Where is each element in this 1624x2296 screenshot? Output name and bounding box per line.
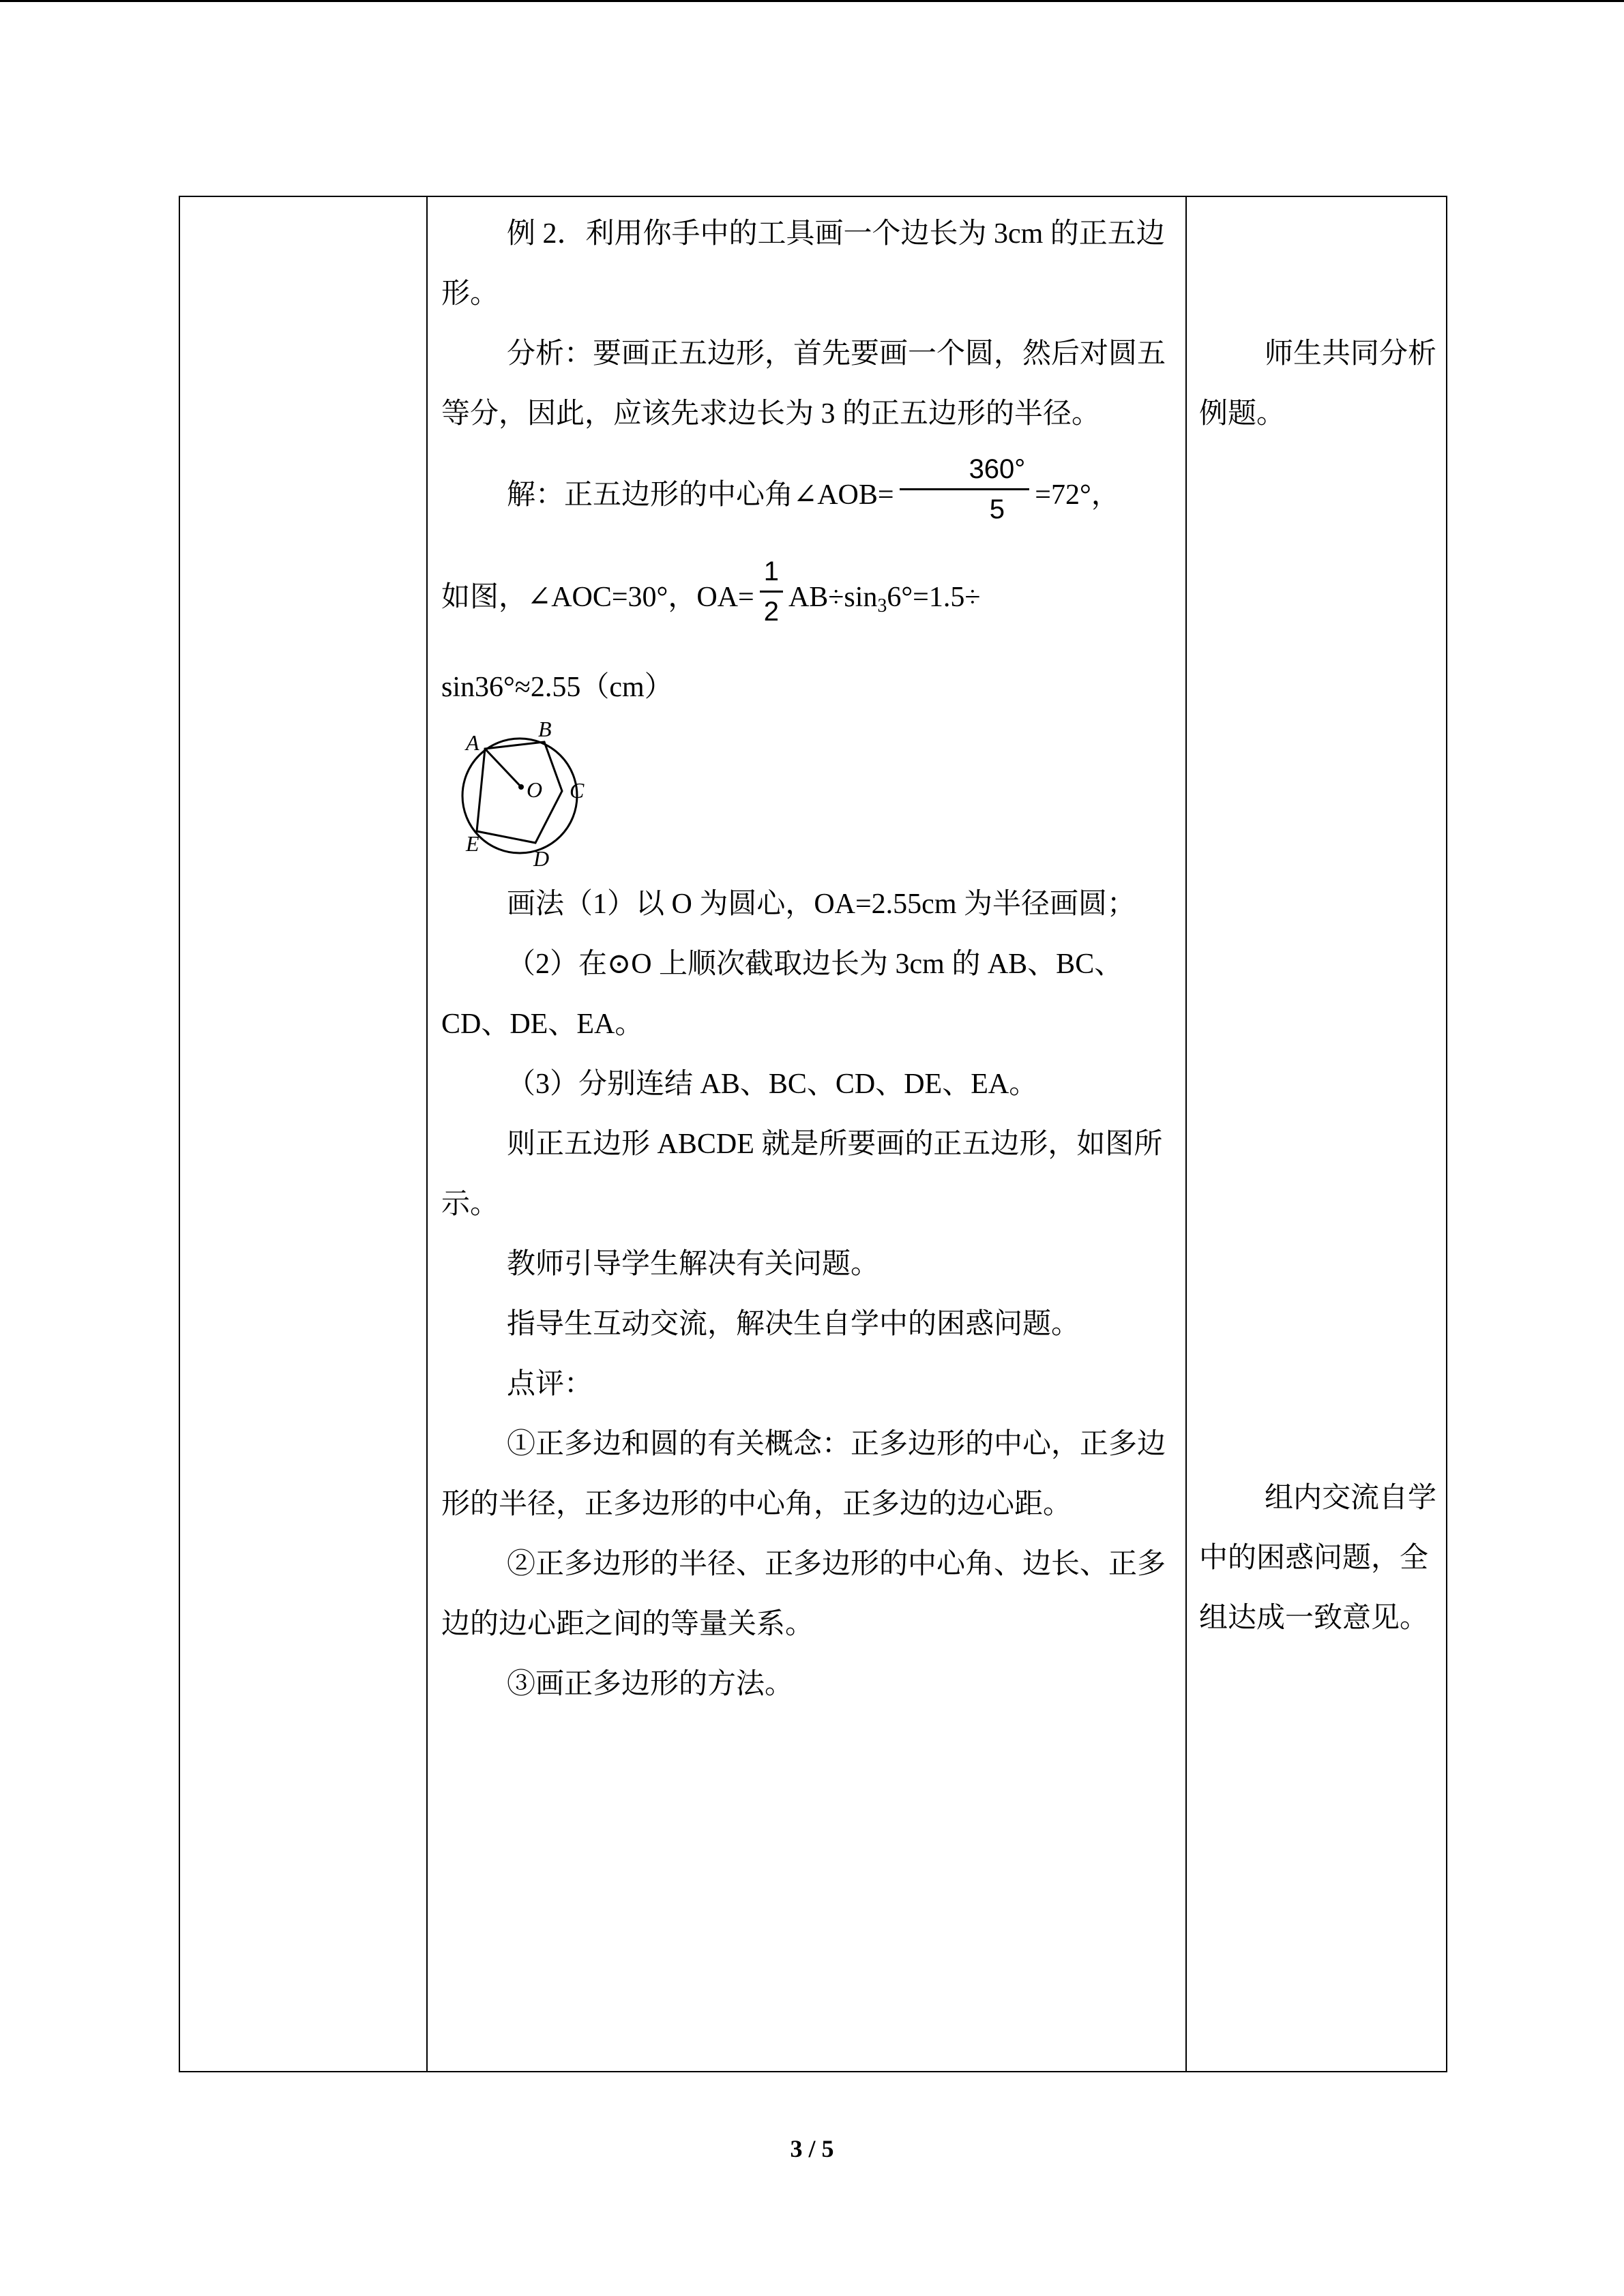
side-note-1: 师生共同分析例题。 [1199, 338, 1437, 430]
review-point-3: ③画正多边形的方法。 [507, 1669, 794, 1700]
solution-suffix: =72°， [1035, 479, 1120, 511]
oa-suffix: 6°=1.5÷ [887, 582, 981, 613]
analysis-paragraph: 分析：要画正五边形，首先要画一个圆，然后对圆五等分，因此，应该先求边长为 3 的正五边形的半径。 [441, 338, 1166, 430]
column-divider-right [1185, 197, 1187, 2071]
student-exchange-line: 指导生互动交流，解决生自学中的困惑问题。 [507, 1309, 1080, 1340]
label-a: A [466, 730, 479, 755]
review-title: 点评： [507, 1369, 593, 1400]
drawing-step-3: （3）分别连结 AB、BC、CD、DE、EA。 [507, 1069, 1038, 1100]
page-number: 3 / 5 [790, 2135, 834, 2162]
review-point-1: ①正多边和圆的有关概念：正多边形的中心，正多边形的半径，正多边形的中心角，正多边的边心距。 [441, 1429, 1166, 1520]
fraction-numerator: 1 [763, 556, 779, 586]
example-title: 例 2．利用你手中的工具画一个边长为 3cm 的正五边形。 [441, 218, 1165, 310]
fraction-numerator: 360° [969, 453, 1026, 484]
column-divider-left [426, 197, 428, 2071]
drawing-step-1: 画法（1）以 O 为圆心，OA=2.55cm 为半径画圆； [507, 889, 1136, 920]
label-c: C [570, 778, 585, 803]
radius-oa [485, 749, 521, 787]
page-top-border [0, 0, 1624, 2]
oa-result-line: sin36°≈2.55（cm） [441, 672, 673, 703]
label-o: O [527, 777, 543, 802]
pentagon-in-circle-diagram [441, 717, 591, 874]
label-d: D [533, 846, 550, 871]
review-point-2: ②正多边形的半径、正多边形的中心角、边长、正多边的边心距之间的等量关系。 [441, 1549, 1166, 1640]
conclusion-paragraph: 则正五边形 ABCDE 就是所要画的正五边形，如图所示。 [441, 1129, 1163, 1220]
fraction-denominator: 5 [989, 494, 1005, 524]
teacher-guide-line: 教师引导学生解决有关问题。 [507, 1249, 880, 1280]
fraction-1-over-2 [760, 558, 783, 625]
oa-subscript: 3 [877, 595, 887, 616]
label-e: E [466, 831, 479, 856]
label-b: B [538, 717, 552, 741]
oa-prefix: 如图，∠AOC=30°，OA= [441, 582, 754, 613]
fraction-360-over-5 [900, 453, 1030, 524]
side-note-1-cell [1199, 324, 1438, 444]
solution-line [441, 444, 1171, 546]
oa-calculation-line [441, 546, 1171, 657]
oa-mid: AB÷sin [788, 582, 878, 613]
side-note-2-cell [1199, 1468, 1438, 1648]
pentagon-figure [441, 717, 591, 874]
solution-prefix: 解：正五边形的中心角∠AOB= [507, 479, 894, 511]
lesson-table [179, 196, 1447, 2072]
fraction-denominator: 2 [763, 596, 779, 627]
drawing-step-2: （2）在⊙O 上顺次截取边长为 3cm 的 AB、BC、CD、DE、EA。 [441, 949, 1123, 1040]
center-point [518, 784, 524, 790]
side-note-2: 组内交流自学中的困惑问题，全组达成一致意见。 [1199, 1482, 1437, 1634]
pentagon-abcde [477, 742, 562, 843]
main-content-cell [441, 204, 1171, 1714]
